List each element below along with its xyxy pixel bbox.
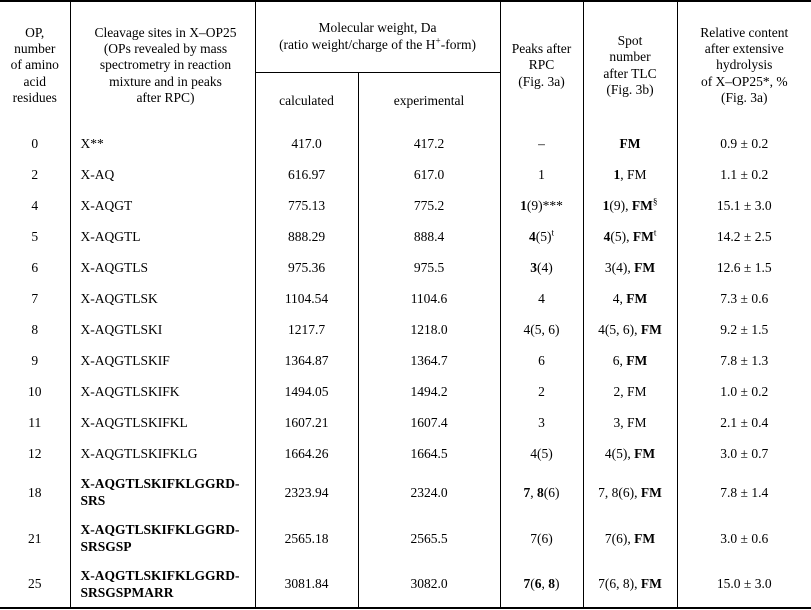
table-row [0, 439, 811, 470]
cell-op-residues: 4 [0, 191, 70, 222]
header-spot-line-4: (Fig. 3b) [606, 81, 654, 97]
cell-op-residues: 12 [0, 439, 70, 470]
cell-calculated-mw: 1364.87 [255, 346, 358, 377]
cell-spot-number-tlc: 3, FM [583, 408, 677, 439]
cell-relative-content: 0.9 ± 0.2 [677, 129, 811, 160]
cell-peaks-after-rpc: 3(4) [500, 253, 583, 284]
cell-op-residues: 25 [0, 562, 70, 608]
cell-op-residues: 2 [0, 160, 70, 191]
header-relative-line-4: of X–OP25*, % [700, 73, 788, 89]
cell-spot-number-tlc: 1(9), FM§ [583, 191, 677, 222]
cell-relative-content: 2.1 ± 0.4 [677, 408, 811, 439]
cell-experimental-mw: 3082.0 [358, 562, 500, 608]
cell-cleavage-sequence: X-AQGT [70, 191, 255, 222]
cell-relative-content: 3.0 ± 0.7 [677, 439, 811, 470]
cell-op-residues: 5 [0, 222, 70, 253]
cell-relative-content: 7.8 ± 1.3 [677, 346, 811, 377]
cell-relative-content: 3.0 ± 0.6 [677, 516, 811, 562]
cell-cleavage-sequence: X-AQGTLSK [70, 284, 255, 315]
cell-relative-content: 15.1 ± 3.0 [677, 191, 811, 222]
cell-cleavage-sequence: X-AQGTLSKIFK [70, 377, 255, 408]
header-calculated: calculated [255, 73, 358, 130]
cell-peaks-after-rpc: $4(5)^t$ [500, 222, 583, 253]
header-mw-subtitle [279, 37, 476, 52]
header-cleavage-line-2: (OPs revealed by mass [103, 41, 228, 57]
cell-spot-number-tlc: FM [583, 129, 677, 160]
cell-spot-number-tlc: 7, 8(6), FM [583, 470, 677, 516]
cell-experimental-mw: 2565.5 [358, 516, 500, 562]
header-cleavage-line-1: Cleavage sites in X–OP25 [94, 25, 237, 41]
cell-calculated-mw: 775.13 [255, 191, 358, 222]
header-relative-content [677, 1, 811, 129]
cell-calculated-mw: 2323.94 [255, 470, 358, 516]
cell-experimental-mw: 888.4 [358, 222, 500, 253]
cell-peaks-after-rpc: 1(9)*** [500, 191, 583, 222]
cell-cleavage-sequence: X-AQ [70, 160, 255, 191]
cell-experimental-mw: 1494.2 [358, 377, 500, 408]
cell-cleavage-sequence: X-AQGTL [70, 222, 255, 253]
header-mw-title: Molecular weight, Da [318, 20, 437, 36]
table-row [0, 516, 811, 562]
cell-experimental-mw: 1364.7 [358, 346, 500, 377]
cell-cleavage-sequence: X** [70, 129, 255, 160]
cell-peaks-after-rpc: – [500, 129, 583, 160]
cell-op-residues: 0 [0, 129, 70, 160]
cell-relative-content: 1.0 ± 0.2 [677, 377, 811, 408]
header-peaks-line-2: RPC [528, 57, 555, 73]
table-row [0, 222, 811, 253]
cell-experimental-mw: 1664.5 [358, 439, 500, 470]
header-op-line-2: number [14, 41, 56, 57]
header-relative-line-3: hydrolysis [716, 57, 773, 73]
cell-calculated-mw: 1217.7 [255, 315, 358, 346]
cell-spot-number-tlc: 6, FM [583, 346, 677, 377]
cell-op-residues: 8 [0, 315, 70, 346]
cell-op-residues: 18 [0, 470, 70, 516]
cell-relative-content: 7.8 ± 1.4 [677, 470, 811, 516]
header-experimental: experimental [358, 73, 500, 130]
cell-experimental-mw: 775.2 [358, 191, 500, 222]
cell-spot-number-tlc: 7(6), FM [583, 516, 677, 562]
table-row [0, 562, 811, 608]
header-mw-sup-plus: + [435, 35, 441, 45]
cell-calculated-mw: 975.36 [255, 253, 358, 284]
header-relative-line-5: (Fig. 3a) [721, 89, 768, 105]
cell-calculated-mw: 1607.21 [255, 408, 358, 439]
cell-relative-content: 7.3 ± 0.6 [677, 284, 811, 315]
cell-relative-content: 14.2 ± 2.5 [677, 222, 811, 253]
header-mw-sub-a: (ratio weight/charge of the H [279, 36, 436, 52]
table-row [0, 315, 811, 346]
cell-calculated-mw: 2565.18 [255, 516, 358, 562]
header-cleavage-line-3: spectrometry in reaction [99, 57, 232, 73]
cell-peaks-after-rpc: 1 [500, 160, 583, 191]
cell-experimental-mw: 1607.4 [358, 408, 500, 439]
cell-peaks-after-rpc: 6 [500, 346, 583, 377]
table-header [0, 1, 811, 129]
cell-spot-number-tlc: 1, FM [583, 160, 677, 191]
cell-peaks-after-rpc: 4 [500, 284, 583, 315]
cell-relative-content: 1.1 ± 0.2 [677, 160, 811, 191]
table-row [0, 191, 811, 222]
cell-calculated-mw: 417.0 [255, 129, 358, 160]
table-row [0, 253, 811, 284]
cell-cleavage-sequence: X-AQGTLS [70, 253, 255, 284]
cell-cleavage-sequence: X-AQGTLSKIFKLGGRD- SRS [70, 470, 255, 516]
cell-peaks-after-rpc: 4(5) [500, 439, 583, 470]
header-peaks-line-3: (Fig. 3a) [518, 73, 565, 89]
cell-cleavage-sequence: X-AQGTLSKIFKL [70, 408, 255, 439]
header-cleavage-line-5: after RPC) [136, 89, 195, 105]
cell-cleavage-sequence: X-AQGTLSKI [70, 315, 255, 346]
header-op-line-1: OP, [25, 25, 45, 41]
header-mw-sub-b: -form) [440, 36, 476, 52]
cell-cleavage-sequence: X-AQGTLSKIFKLG [70, 439, 255, 470]
cell-experimental-mw: 975.5 [358, 253, 500, 284]
cell-experimental-mw: 617.0 [358, 160, 500, 191]
header-cleavage-sites [70, 1, 255, 129]
cell-peaks-after-rpc: 7(6, 8) [500, 562, 583, 608]
cell-experimental-mw: 2324.0 [358, 470, 500, 516]
cell-calculated-mw: 3081.84 [255, 562, 358, 608]
header-relative-line-2: after extensive [704, 41, 784, 57]
cell-op-residues: 6 [0, 253, 70, 284]
cell-op-residues: 11 [0, 408, 70, 439]
header-spot-line-2: number [609, 49, 651, 65]
cell-peaks-after-rpc: 7, 8(6) [500, 470, 583, 516]
cell-cleavage-sequence: X-AQGTLSKIFKLGGRD- SRSGSPMARR [70, 562, 255, 608]
cell-op-residues: 9 [0, 346, 70, 377]
header-op-line-3: of amino [10, 57, 59, 73]
table-row [0, 160, 811, 191]
table-body [0, 129, 811, 608]
header-molecular-weight-group [255, 1, 500, 73]
table-row [0, 408, 811, 439]
cell-calculated-mw: 1664.26 [255, 439, 358, 470]
table-row [0, 129, 811, 160]
cell-spot-number-tlc: 7(6, 8), FM [583, 562, 677, 608]
header-cleavage-line-4: mixture and in peaks [109, 73, 222, 89]
cell-peaks-after-rpc: 3 [500, 408, 583, 439]
cell-peaks-after-rpc: 7(6) [500, 516, 583, 562]
cell-calculated-mw: 1494.05 [255, 377, 358, 408]
cell-op-residues: 21 [0, 516, 70, 562]
cell-spot-number-tlc: 3(4), FM [583, 253, 677, 284]
cell-relative-content: 15.0 ± 3.0 [677, 562, 811, 608]
table-row [0, 346, 811, 377]
header-op-residues [0, 1, 70, 129]
table-row [0, 470, 811, 516]
header-relative-line-1: Relative content [700, 25, 789, 41]
cell-experimental-mw: 417.2 [358, 129, 500, 160]
header-peaks-after-rpc [500, 1, 583, 129]
cell-calculated-mw: 1104.54 [255, 284, 358, 315]
cell-op-residues: 7 [0, 284, 70, 315]
cell-spot-number-tlc: 4(5), FM [583, 439, 677, 470]
header-spot-line-1: Spot [617, 33, 643, 49]
header-spot-line-3: after TLC [603, 65, 657, 81]
cell-calculated-mw: 616.97 [255, 160, 358, 191]
cell-spot-number-tlc: 4(5, 6), FM [583, 315, 677, 346]
cell-spot-number-tlc: 2, FM [583, 377, 677, 408]
table-row [0, 377, 811, 408]
header-op-line-5: residues [12, 89, 57, 105]
table-row [0, 284, 811, 315]
cell-op-residues: 10 [0, 377, 70, 408]
cell-spot-number-tlc: 4, FM [583, 284, 677, 315]
cell-cleavage-sequence: X-AQGTLSKIFKLGGRD- SRSGSP [70, 516, 255, 562]
cell-experimental-mw: 1218.0 [358, 315, 500, 346]
cell-relative-content: 9.2 ± 1.5 [677, 315, 811, 346]
header-peaks-line-1: Peaks after [511, 41, 572, 57]
cell-calculated-mw: 888.29 [255, 222, 358, 253]
cell-cleavage-sequence: X-AQGTLSKIF [70, 346, 255, 377]
cell-relative-content: 12.6 ± 1.5 [677, 253, 811, 284]
header-spot-number-tlc [583, 1, 677, 129]
cell-experimental-mw: 1104.6 [358, 284, 500, 315]
header-op-line-4: acid [23, 73, 46, 89]
cell-peaks-after-rpc: 2 [500, 377, 583, 408]
cell-peaks-after-rpc: 4(5, 6) [500, 315, 583, 346]
cell-spot-number-tlc: 4(5), $FM^t$ [583, 222, 677, 253]
